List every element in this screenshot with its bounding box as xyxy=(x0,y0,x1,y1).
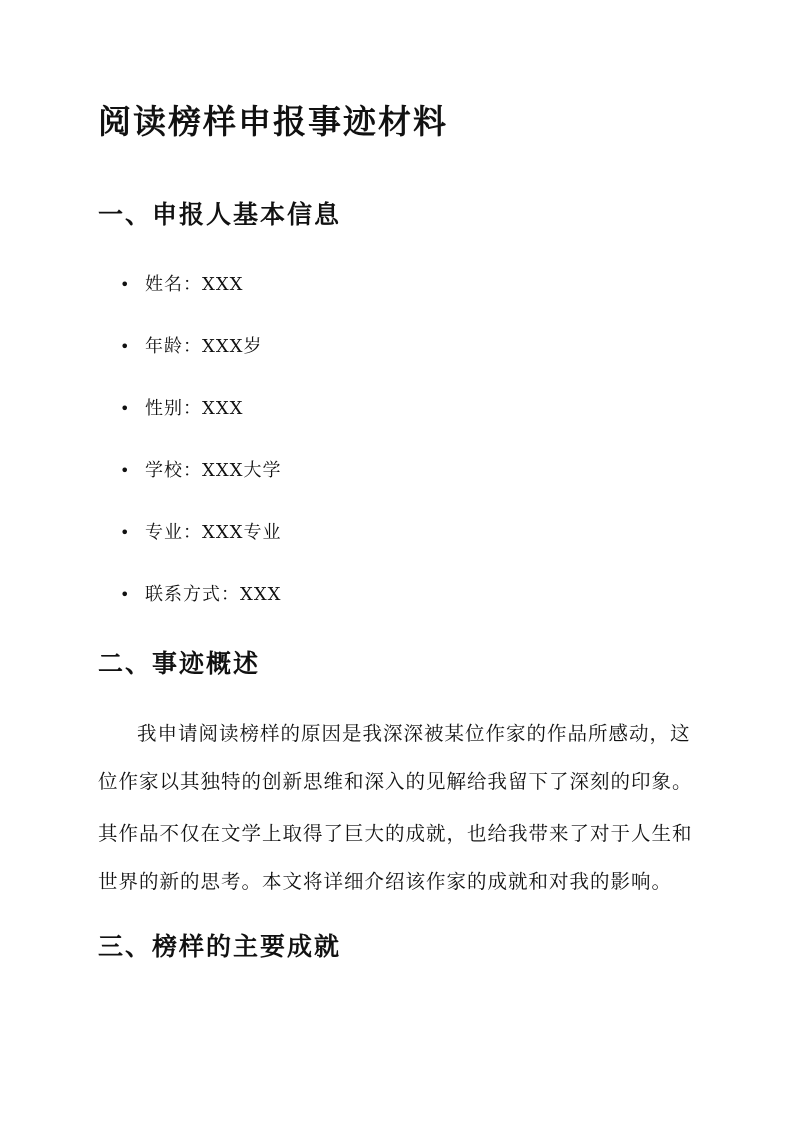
paragraph-line: 位作家以其独特的创新思维和深入的见解给我留下了深刻的印象。 xyxy=(98,770,693,793)
section-heading-overview: 二、事迹概述 xyxy=(98,649,261,678)
paragraph-line: 世界的新的思考。本文将详细介绍该作家的成就和对我的影响。 xyxy=(98,870,673,893)
list-item-gender xyxy=(120,394,243,420)
list-item-age xyxy=(120,332,262,358)
list-item-name xyxy=(120,270,243,296)
section-heading-achievements: 三、榜样的主要成就 xyxy=(98,932,342,961)
paragraph-line: 其作品不仅在文学上取得了巨大的成就，也给我带来了对于人生和 xyxy=(98,822,693,845)
bullet-icon: • xyxy=(120,585,131,604)
list-item-text: 姓名：XXX xyxy=(145,274,244,295)
list-item-major xyxy=(120,518,281,544)
bullet-icon: • xyxy=(120,523,131,542)
paragraph-line: 我申请阅读榜样的原因是我深深被某位作家的作品所感动，这 xyxy=(137,722,691,745)
bullet-icon: • xyxy=(120,275,131,294)
bullet-icon: • xyxy=(120,461,131,480)
bullet-icon: • xyxy=(120,399,131,418)
list-item-text: 性别：XXX xyxy=(145,398,244,419)
list-item-text: 专业：XXX专业 xyxy=(145,522,282,543)
list-item-school xyxy=(120,456,281,482)
document-title: 阅读榜样申报事迹材料 xyxy=(98,102,448,141)
list-item-contact xyxy=(120,580,281,606)
list-item-text: 年龄：XXX岁 xyxy=(145,336,263,357)
list-item-text: 学校：XXX大学 xyxy=(145,460,282,481)
section-heading-basic-info: 一、申报人基本信息 xyxy=(98,200,342,229)
bullet-icon: • xyxy=(120,337,131,356)
list-item-text: 联系方式：XXX xyxy=(145,584,282,605)
